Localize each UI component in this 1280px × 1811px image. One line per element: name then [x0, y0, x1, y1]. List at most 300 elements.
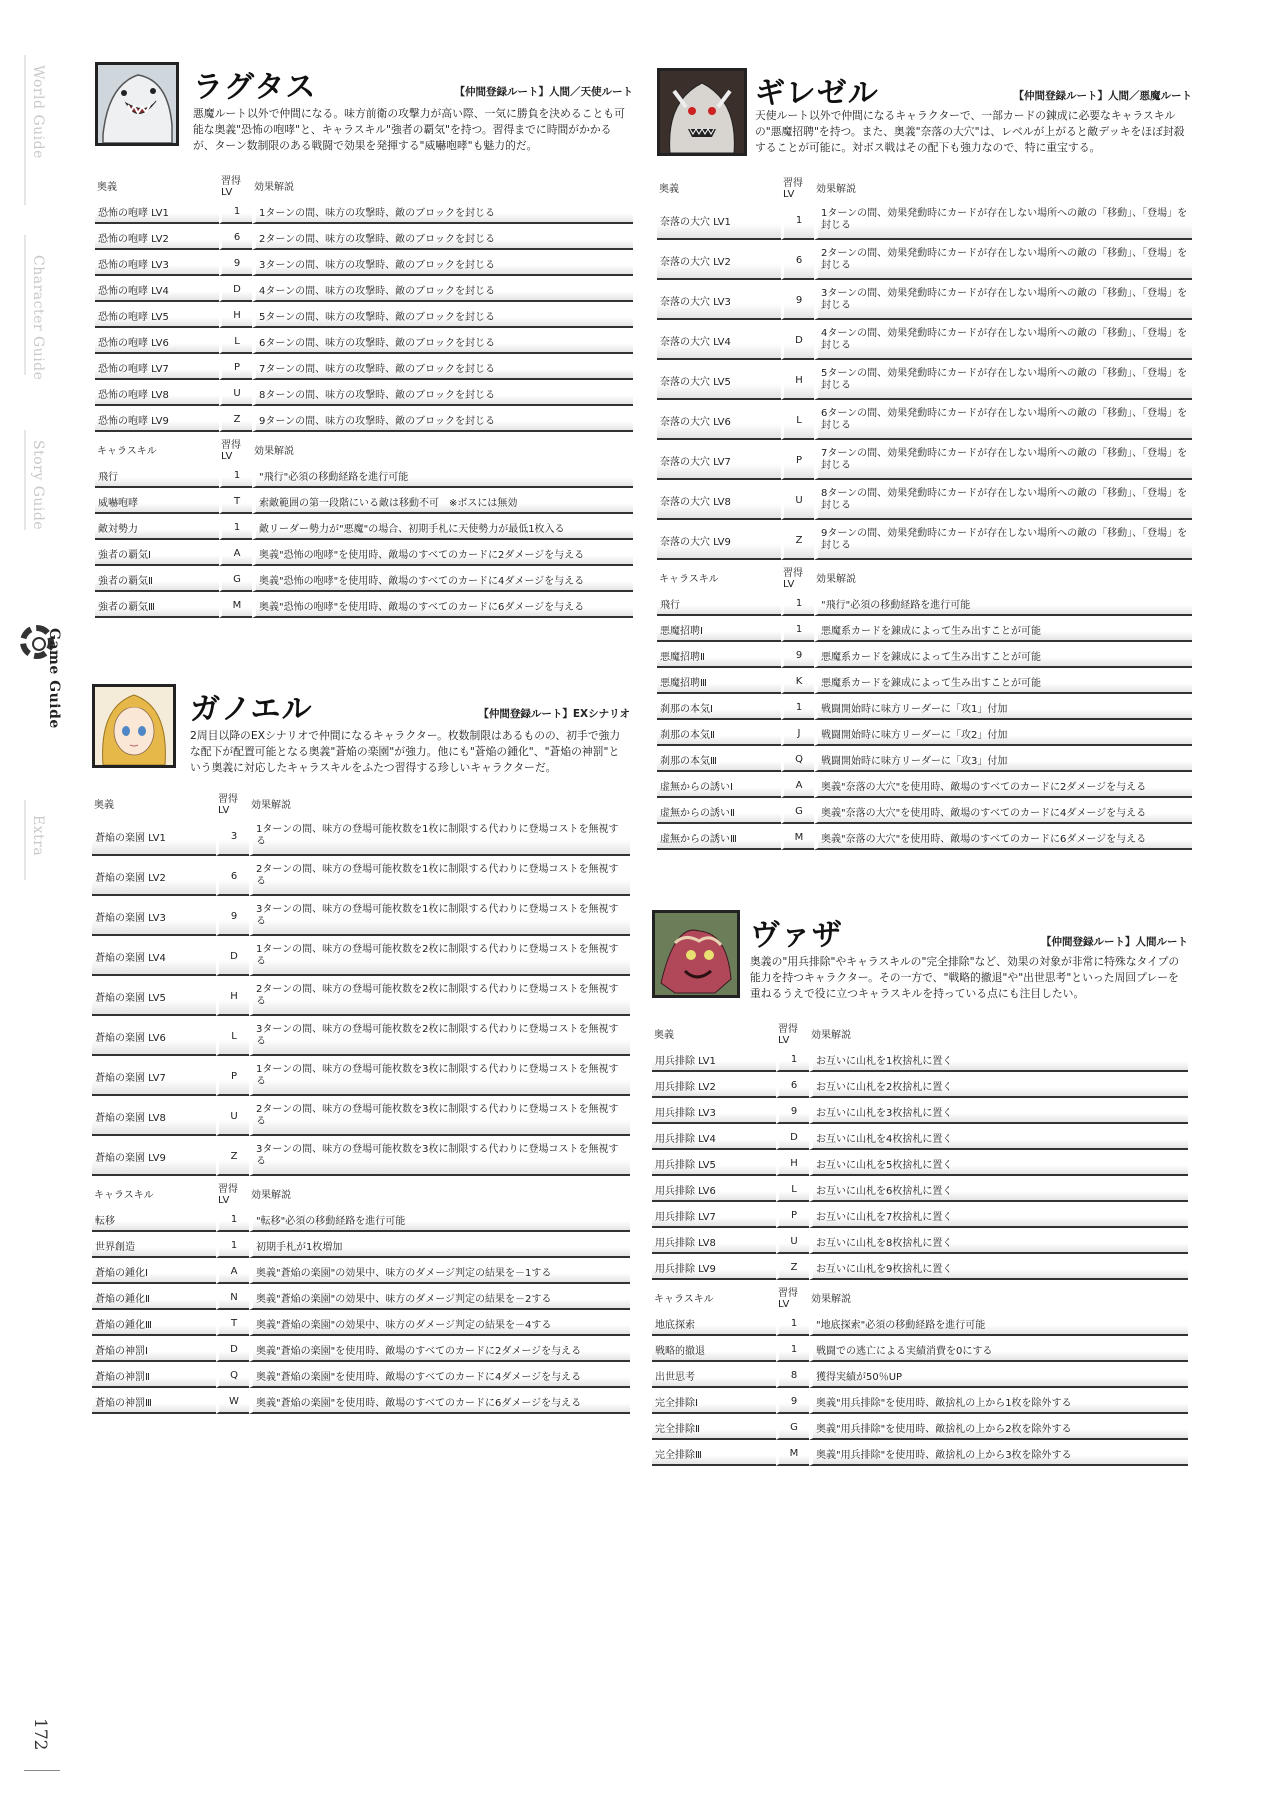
skill-name-cell: 用兵排除 LV8	[652, 1230, 776, 1254]
character-description: 奥義の"用兵排除"やキャラスキルの"完全排除"など、効果の対象が非常に特殊なタイプの能力を持つキャラクター。その一方で、"戦略的撤退"や"出世思考"といった周回プレーを重ねるうえで役に立つキャラスキルを持っている点にも注目したい。	[750, 955, 1180, 1000]
skill-name-cell: 戦略的撤退	[652, 1338, 776, 1362]
effect-cell: 2ターンの間、味方の登場可能枚数を1枚に制限する代わりに登場コストを無視する	[249, 858, 630, 896]
table-row	[657, 644, 1192, 668]
effect-cell: 奥義"用兵排除"を使用時、敵捨札の上から1枚を除外する	[809, 1390, 1188, 1414]
level-cell: 1	[781, 618, 814, 642]
level-cell: Z	[776, 1256, 809, 1280]
effect-cell: 2ターンの間、味方の攻撃時、敵のブロックを封じる	[252, 226, 633, 250]
column-header: 効果解説	[816, 573, 856, 585]
effect-cell: 1ターンの間、味方の攻撃時、敵のブロックを封じる	[252, 200, 633, 224]
effect-cell: 7ターンの間、効果発動時にカードが存在しない場所への敵の「移動」、「登場」を封じる	[814, 442, 1192, 480]
level-cell: G	[781, 800, 814, 824]
level-cell: 6	[781, 242, 814, 280]
chara-skill-table	[652, 1282, 1188, 1468]
effect-cell: 初期手札が1枚増加	[249, 1234, 630, 1258]
chara-skill-table	[95, 434, 633, 620]
level-cell: H	[781, 362, 814, 400]
skill-name-cell: 完全排除Ⅱ	[652, 1416, 776, 1440]
effect-cell: 3ターンの間、味方の登場可能枚数を1枚に制限する代わりに登場コストを無視する	[249, 898, 630, 936]
column-header: 習得LV	[778, 1288, 798, 1310]
table-row	[95, 516, 633, 540]
skill-name-cell: 奈落の大穴 LV9	[657, 522, 781, 560]
table-row	[95, 542, 633, 566]
level-cell: H	[216, 978, 249, 1016]
ougi-table	[95, 170, 633, 434]
table-row	[657, 322, 1192, 360]
level-cell: P	[219, 356, 252, 380]
skill-name-cell: 蒼焔の神罰Ⅰ	[92, 1338, 216, 1362]
skill-name-cell: 蒼焔の楽園 LV9	[92, 1138, 216, 1176]
effect-cell: 6ターンの間、味方の攻撃時、敵のブロックを封じる	[252, 330, 633, 354]
skill-name-cell: 刹那の本気Ⅱ	[657, 722, 781, 746]
column-header: 奥義	[94, 799, 114, 811]
table-row	[657, 442, 1192, 480]
nav-divider	[24, 800, 26, 880]
table-row	[95, 594, 633, 618]
table-row	[652, 1390, 1188, 1414]
skill-name-cell: 用兵排除 LV4	[652, 1126, 776, 1150]
column-header: 効果解説	[251, 1189, 291, 1201]
table-row	[657, 722, 1192, 746]
level-cell: 3	[216, 818, 249, 856]
table-row	[652, 1074, 1188, 1098]
skill-name-cell: 虚無からの誘いⅠ	[657, 774, 781, 798]
effect-cell: 7ターンの間、味方の攻撃時、敵のブロックを封じる	[252, 356, 633, 380]
level-cell: L	[776, 1178, 809, 1202]
table-row	[95, 568, 633, 592]
effect-cell: 奥義"蒼焔の楽園"を使用時、敵場のすべてのカードに6ダメージを与える	[249, 1390, 630, 1414]
table-row	[652, 1126, 1188, 1150]
table-row	[657, 242, 1192, 280]
effect-cell: お互いに山札を7枚捨札に置く	[809, 1204, 1188, 1228]
level-cell: U	[219, 382, 252, 406]
level-cell: A	[216, 1260, 249, 1284]
effect-cell: 5ターンの間、味方の攻撃時、敵のブロックを封じる	[252, 304, 633, 328]
skill-name-cell: 用兵排除 LV5	[652, 1152, 776, 1176]
level-cell: 1	[776, 1312, 809, 1336]
level-cell: A	[781, 774, 814, 798]
table-row	[95, 252, 633, 276]
skill-name-cell: 蒼焔の楽園 LV3	[92, 898, 216, 936]
skill-name-cell: 恐怖の咆哮 LV9	[95, 408, 219, 432]
effect-cell: お互いに山札を5枚捨札に置く	[809, 1152, 1188, 1176]
skill-name-cell: 飛行	[657, 592, 781, 616]
demon-portrait-icon	[660, 71, 744, 153]
skill-name-cell: 用兵排除 LV1	[652, 1048, 776, 1072]
column-header: 奥義	[659, 183, 679, 195]
table-row	[657, 402, 1192, 440]
chara-skill-table	[92, 1178, 630, 1416]
level-cell: T	[216, 1312, 249, 1336]
level-cell: Z	[781, 522, 814, 560]
effect-cell: 奥義"蒼焔の楽園"の効果中、味方のダメージ判定の結果を－2する	[249, 1286, 630, 1310]
character-description: 悪魔ルート以外で仲間になる。味方前衛の攻撃力が高い際、一気に勝負を決めることも可能な奥義"恐怖の咆哮"と、キャラスキル"強者の覇気"を持つ。習得までに時間がかかるが、ターン数制限のある戦闘で効果を発揮する"威嚇咆哮"も魅力的だ。	[193, 107, 625, 152]
level-cell: A	[219, 542, 252, 566]
effect-cell: お互いに山札を4枚捨札に置く	[809, 1126, 1188, 1150]
skill-name-cell: 完全排除Ⅲ	[652, 1442, 776, 1466]
column-header: 効果解説	[254, 445, 294, 457]
column-header: 効果解説	[251, 799, 291, 811]
effect-cell: 1ターンの間、味方の登場可能枚数を3枚に制限する代わりに登場コストを無視する	[249, 1058, 630, 1096]
level-cell: 9	[219, 252, 252, 276]
effect-cell: 敵リーダー勢力が"悪魔"の場合、初期手札に天使勢力が最低1枚入る	[252, 516, 633, 540]
skill-name-cell: 恐怖の咆哮 LV1	[95, 200, 219, 224]
level-cell: Q	[781, 748, 814, 772]
level-cell: P	[216, 1058, 249, 1096]
girl-portrait-icon	[95, 687, 173, 765]
level-cell: L	[219, 330, 252, 354]
skill-name-cell: 用兵排除 LV7	[652, 1204, 776, 1228]
level-cell: U	[781, 482, 814, 520]
level-cell: 9	[781, 282, 814, 320]
effect-cell: お互いに山札を2枚捨札に置く	[809, 1074, 1188, 1098]
skill-name-cell: 蒼焔の楽園 LV2	[92, 858, 216, 896]
route-label: 【仲間登録ルート】人間／天使ルート	[454, 86, 633, 98]
skill-name-cell: 奈落の大穴 LV5	[657, 362, 781, 400]
effect-cell: 奥義"恐怖の咆哮"を使用時、敵場のすべてのカードに4ダメージを与える	[252, 568, 633, 592]
table-row	[92, 938, 630, 976]
effect-cell: 9ターンの間、味方の攻撃時、敵のブロックを封じる	[252, 408, 633, 432]
table-row	[657, 670, 1192, 694]
level-cell: P	[776, 1204, 809, 1228]
character-description: 天使ルート以外で仲間になるキャラクターで、一部カードの錬成に必要なキャラスキルの"悪魔招聘"を持つ。また、奥義"奈落の大穴"は、レベルが上がると敵デッキをほぼ封殺することが可能に。対ボス戦はその配下も強力なので、特に重宝する。	[755, 109, 1185, 154]
character-name: ギレゼル	[755, 76, 879, 111]
side-navigation	[18, 0, 68, 1811]
level-cell: G	[776, 1416, 809, 1440]
level-cell: N	[216, 1286, 249, 1310]
table-row	[92, 1234, 630, 1258]
skill-name-cell: 用兵排除 LV2	[652, 1074, 776, 1098]
table-row	[95, 382, 633, 406]
effect-cell: 2ターンの間、味方の登場可能枚数を2枚に制限する代わりに登場コストを無視する	[249, 978, 630, 1016]
skill-name-cell: 恐怖の咆哮 LV4	[95, 278, 219, 302]
skill-name-cell: 奈落の大穴 LV7	[657, 442, 781, 480]
level-cell: D	[216, 1338, 249, 1362]
table-row	[92, 1338, 630, 1362]
level-cell: M	[776, 1442, 809, 1466]
effect-cell: 奥義"奈落の大穴"を使用時、敵場のすべてのカードに4ダメージを与える	[814, 800, 1192, 824]
level-cell: 9	[781, 644, 814, 668]
table-header-row	[92, 790, 630, 816]
skill-name-cell: 恐怖の咆哮 LV6	[95, 330, 219, 354]
column-header: 効果解説	[811, 1293, 851, 1305]
level-cell: L	[216, 1018, 249, 1056]
column-header: キャラスキル	[97, 445, 157, 457]
nav-item-game-guide[interactable]: Game Guide	[46, 628, 62, 729]
table-header-row	[652, 1020, 1188, 1046]
effect-cell: 9ターンの間、効果発動時にカードが存在しない場所への敵の「移動」、「登場」を封じる	[814, 522, 1192, 560]
effect-cell: お互いに山札を1枚捨札に置く	[809, 1048, 1188, 1072]
table-row	[92, 1286, 630, 1310]
column-header: 効果解説	[811, 1029, 851, 1041]
column-header: 習得LV	[221, 440, 241, 462]
level-cell: J	[781, 722, 814, 746]
skill-name-cell: 蒼焔の楽園 LV5	[92, 978, 216, 1016]
level-cell: Z	[219, 408, 252, 432]
skill-name-cell: 蒼焔の鍾化Ⅰ	[92, 1260, 216, 1284]
character-name: ヴァザ	[750, 918, 843, 953]
character-section-ganoel	[92, 684, 630, 1424]
level-cell: 6	[216, 858, 249, 896]
ougi-table	[92, 788, 630, 1178]
table-row	[95, 464, 633, 488]
level-cell: W	[216, 1390, 249, 1414]
column-header: キャラスキル	[654, 1293, 714, 1305]
effect-cell: 4ターンの間、効果発動時にカードが存在しない場所への敵の「移動」、「登場」を封じる	[814, 322, 1192, 360]
skill-name-cell: 奈落の大穴 LV3	[657, 282, 781, 320]
table-row	[92, 978, 630, 1016]
table-row	[657, 362, 1192, 400]
route-label: 【仲間登録ルート】人間ルート	[1041, 936, 1188, 948]
effect-cell: お互いに山札を9枚捨札に置く	[809, 1256, 1188, 1280]
skill-name-cell: 蒼焔の楽園 LV7	[92, 1058, 216, 1096]
table-row	[92, 1390, 630, 1414]
table-row	[95, 304, 633, 328]
skill-name-cell: 蒼焔の楽園 LV8	[92, 1098, 216, 1136]
skill-name-cell: 刹那の本気Ⅲ	[657, 748, 781, 772]
level-cell: Q	[216, 1364, 249, 1388]
character-description: 2周目以降のEXシナリオで仲間になるキャラクター。枚数制限はあるものの、初手で強力な配下が配置可能となる奥義"蒼焔の楽園"が強力。他にも"蒼焔の鍾化"、"蒼焔の神罰"という奥義に対応したキャラスキルをふたつ習得する珍しいキャラクターだ。	[190, 729, 621, 774]
table-row	[95, 490, 633, 514]
column-header: 習得LV	[783, 178, 803, 200]
effect-cell: "飛行"必須の移動経路を進行可能	[814, 592, 1192, 616]
effect-cell: 2ターンの間、効果発動時にカードが存在しない場所への敵の「移動」、「登場」を封じる	[814, 242, 1192, 280]
skill-name-cell: 地底探索	[652, 1312, 776, 1336]
level-cell: 9	[216, 898, 249, 936]
character-name: ラグタス	[193, 70, 317, 105]
skill-name-cell: 恐怖の咆哮 LV3	[95, 252, 219, 276]
table-row	[92, 1260, 630, 1284]
column-header: 奥義	[97, 181, 117, 193]
table-row	[652, 1338, 1188, 1362]
column-header: キャラスキル	[94, 1189, 154, 1201]
skill-name-cell: 威嚇咆哮	[95, 490, 219, 514]
table-row	[95, 278, 633, 302]
level-cell: G	[219, 568, 252, 592]
effect-cell: "転移"必須の移動経路を進行可能	[249, 1208, 630, 1232]
table-row	[652, 1230, 1188, 1254]
table-header-row	[652, 1284, 1188, 1310]
level-cell: M	[781, 826, 814, 850]
effect-cell: 獲得実績が50％UP	[809, 1364, 1188, 1388]
skill-name-cell: 完全排除Ⅰ	[652, 1390, 776, 1414]
skill-name-cell: 奈落の大穴 LV8	[657, 482, 781, 520]
table-row	[92, 818, 630, 856]
skill-name-cell: 蒼焔の鍾化Ⅲ	[92, 1312, 216, 1336]
table-row	[657, 748, 1192, 772]
column-header: 習得LV	[218, 1184, 238, 1206]
column-header: キャラスキル	[659, 573, 719, 585]
character-section-gilezel	[657, 68, 1192, 858]
skill-name-cell: 悪魔招聘Ⅰ	[657, 618, 781, 642]
table-row	[92, 1138, 630, 1176]
table-row	[657, 522, 1192, 560]
effect-cell: 1ターンの間、味方の登場可能枚数を2枚に制限する代わりに登場コストを無視する	[249, 938, 630, 976]
ougi-table	[652, 1018, 1188, 1282]
table-row	[652, 1178, 1188, 1202]
nav-item-story-guide[interactable]: Story Guide	[30, 440, 46, 531]
level-cell: D	[216, 938, 249, 976]
level-cell: 1	[216, 1208, 249, 1232]
effect-cell: 8ターンの間、効果発動時にカードが存在しない場所への敵の「移動」、「登場」を封じる	[814, 482, 1192, 520]
character-portrait	[652, 910, 740, 998]
nav-item-world-guide[interactable]: World Guide	[30, 65, 46, 159]
effect-cell: 戦闘での逃亡による実績消費を0にする	[809, 1338, 1188, 1362]
table-row	[95, 200, 633, 224]
level-cell: H	[776, 1152, 809, 1176]
ougi-table	[657, 172, 1192, 562]
skill-name-cell: 用兵排除 LV9	[652, 1256, 776, 1280]
table-header-row	[95, 172, 633, 198]
table-row	[92, 1098, 630, 1136]
effect-cell: "飛行"必須の移動経路を進行可能	[252, 464, 633, 488]
effect-cell: 奥義"蒼焔の楽園"の効果中、味方のダメージ判定の結果を－1する	[249, 1260, 630, 1284]
column-header: 習得LV	[778, 1024, 798, 1046]
chara-skill-table	[657, 562, 1192, 852]
level-cell: U	[216, 1098, 249, 1136]
table-row	[92, 1058, 630, 1096]
effect-cell: "地底探索"必須の移動経路を進行可能	[809, 1312, 1188, 1336]
column-header: 習得LV	[783, 568, 803, 590]
level-cell: 1	[219, 464, 252, 488]
level-cell: 6	[776, 1074, 809, 1098]
nav-item-character-guide[interactable]: Character Guide	[30, 255, 46, 381]
effect-cell: 奥義"蒼焔の楽園"を使用時、敵場のすべてのカードに2ダメージを与える	[249, 1338, 630, 1362]
level-cell: U	[776, 1230, 809, 1254]
beast-portrait-icon	[98, 65, 176, 143]
level-cell: P	[781, 442, 814, 480]
level-cell: D	[776, 1126, 809, 1150]
skill-name-cell: 刹那の本気Ⅰ	[657, 696, 781, 720]
effect-cell: 索敵範囲の第一段階にいる敵は移動不可 ※ボスには無効	[252, 490, 633, 514]
table-row	[657, 202, 1192, 240]
skill-name-cell: 蒼焔の楽園 LV4	[92, 938, 216, 976]
effect-cell: 4ターンの間、味方の攻撃時、敵のブロックを封じる	[252, 278, 633, 302]
effect-cell: 3ターンの間、効果発動時にカードが存在しない場所への敵の「移動」、「登場」を封じる	[814, 282, 1192, 320]
effect-cell: お互いに山札を6枚捨札に置く	[809, 1178, 1188, 1202]
level-cell: 9	[776, 1100, 809, 1124]
skill-name-cell: 虚無からの誘いⅢ	[657, 826, 781, 850]
character-portrait	[95, 62, 179, 146]
table-row	[657, 826, 1192, 850]
skill-name-cell: 用兵排除 LV6	[652, 1178, 776, 1202]
effect-cell: お互いに山札を3枚捨札に置く	[809, 1100, 1188, 1124]
skill-name-cell: 転移	[92, 1208, 216, 1232]
table-row	[657, 592, 1192, 616]
table-row	[652, 1152, 1188, 1176]
effect-cell: 1ターンの間、効果発動時にカードが存在しない場所への敵の「移動」、「登場」を封じる	[814, 202, 1192, 240]
level-cell: Z	[216, 1138, 249, 1176]
skill-name-cell: 強者の覇気Ⅲ	[95, 594, 219, 618]
effect-cell: 奥義"奈落の大穴"を使用時、敵場のすべてのカードに6ダメージを与える	[814, 826, 1192, 850]
skill-name-cell: 悪魔招聘Ⅲ	[657, 670, 781, 694]
level-cell: 1	[781, 202, 814, 240]
skill-tables	[92, 788, 630, 1416]
table-row	[652, 1100, 1188, 1124]
table-row	[95, 408, 633, 432]
effect-cell: 奥義"恐怖の咆哮"を使用時、敵場のすべてのカードに2ダメージを与える	[252, 542, 633, 566]
effect-cell: 1ターンの間、味方の登場可能枚数を1枚に制限する代わりに登場コストを無視する	[249, 818, 630, 856]
table-row	[652, 1048, 1188, 1072]
effect-cell: 奥義"用兵排除"を使用時、敵捨札の上から2枚を除外する	[809, 1416, 1188, 1440]
table-row	[652, 1442, 1188, 1466]
table-row	[652, 1364, 1188, 1388]
table-row	[657, 696, 1192, 720]
page-number: 172	[30, 1718, 50, 1751]
table-row	[652, 1204, 1188, 1228]
column-header: 奥義	[654, 1029, 674, 1041]
character-section-ragtas	[95, 62, 633, 622]
effect-cell: 8ターンの間、味方の攻撃時、敵のブロックを封じる	[252, 382, 633, 406]
table-header-row	[657, 564, 1192, 590]
level-cell: 1	[776, 1048, 809, 1072]
skill-name-cell: 虚無からの誘いⅡ	[657, 800, 781, 824]
skill-name-cell: 用兵排除 LV3	[652, 1100, 776, 1124]
skill-name-cell: 出世思考	[652, 1364, 776, 1388]
table-row	[652, 1312, 1188, 1336]
skill-name-cell: 恐怖の咆哮 LV8	[95, 382, 219, 406]
creature-portrait-icon	[655, 913, 737, 995]
effect-cell: 悪魔系カードを錬成によって生み出すことが可能	[814, 670, 1192, 694]
table-header-row	[95, 436, 633, 462]
effect-cell: 奥義"奈落の大穴"を使用時、敵場のすべてのカードに2ダメージを与える	[814, 774, 1192, 798]
level-cell: 1	[781, 696, 814, 720]
level-cell: 1	[219, 200, 252, 224]
table-row	[92, 898, 630, 936]
character-name: ガノエル	[190, 692, 313, 727]
skill-tables	[652, 1018, 1188, 1468]
table-row	[92, 1364, 630, 1388]
table-row	[92, 1208, 630, 1232]
table-row	[652, 1416, 1188, 1440]
skill-name-cell: 奈落の大穴 LV6	[657, 402, 781, 440]
effect-cell: 戦闘開始時に味方リーダーに「攻2」付加	[814, 722, 1192, 746]
table-row	[652, 1256, 1188, 1280]
effect-cell: 奥義"恐怖の咆哮"を使用時、敵場のすべてのカードに6ダメージを与える	[252, 594, 633, 618]
table-row	[657, 800, 1192, 824]
skill-tables	[657, 172, 1192, 852]
table-row	[657, 482, 1192, 520]
effect-cell: 奥義"蒼焔の楽園"を使用時、敵場のすべてのカードに4ダメージを与える	[249, 1364, 630, 1388]
effect-cell: 3ターンの間、味方の登場可能枚数を3枚に制限する代わりに登場コストを無視する	[249, 1138, 630, 1176]
level-cell: 1	[216, 1234, 249, 1258]
effect-cell: 2ターンの間、味方の登場可能枚数を3枚に制限する代わりに登場コストを無視する	[249, 1098, 630, 1136]
effect-cell: 奥義"蒼焔の楽園"の効果中、味方のダメージ判定の結果を－4する	[249, 1312, 630, 1336]
skill-name-cell: 蒼焔の神罰Ⅱ	[92, 1364, 216, 1388]
level-cell: K	[781, 670, 814, 694]
level-cell: H	[219, 304, 252, 328]
level-cell: 8	[776, 1364, 809, 1388]
route-label: 【仲間登録ルート】人間／悪魔ルート	[1013, 90, 1192, 102]
skill-name-cell: 奈落の大穴 LV4	[657, 322, 781, 360]
character-section-vaza	[652, 910, 1188, 1480]
nav-item-extra[interactable]: Extra	[30, 815, 46, 857]
table-header-row	[92, 1180, 630, 1206]
level-cell: L	[781, 402, 814, 440]
level-cell: 9	[776, 1390, 809, 1414]
table-header-row	[657, 174, 1192, 200]
skill-tables	[95, 170, 633, 620]
level-cell: 1	[781, 592, 814, 616]
skill-name-cell: 敵対勢力	[95, 516, 219, 540]
skill-name-cell: 奈落の大穴 LV2	[657, 242, 781, 280]
table-row	[657, 774, 1192, 798]
skill-name-cell: 蒼焔の鍾化Ⅱ	[92, 1286, 216, 1310]
skill-name-cell: 強者の覇気Ⅱ	[95, 568, 219, 592]
column-header: 効果解説	[254, 181, 294, 193]
effect-cell: 悪魔系カードを錬成によって生み出すことが可能	[814, 618, 1192, 642]
level-cell: 1	[219, 516, 252, 540]
